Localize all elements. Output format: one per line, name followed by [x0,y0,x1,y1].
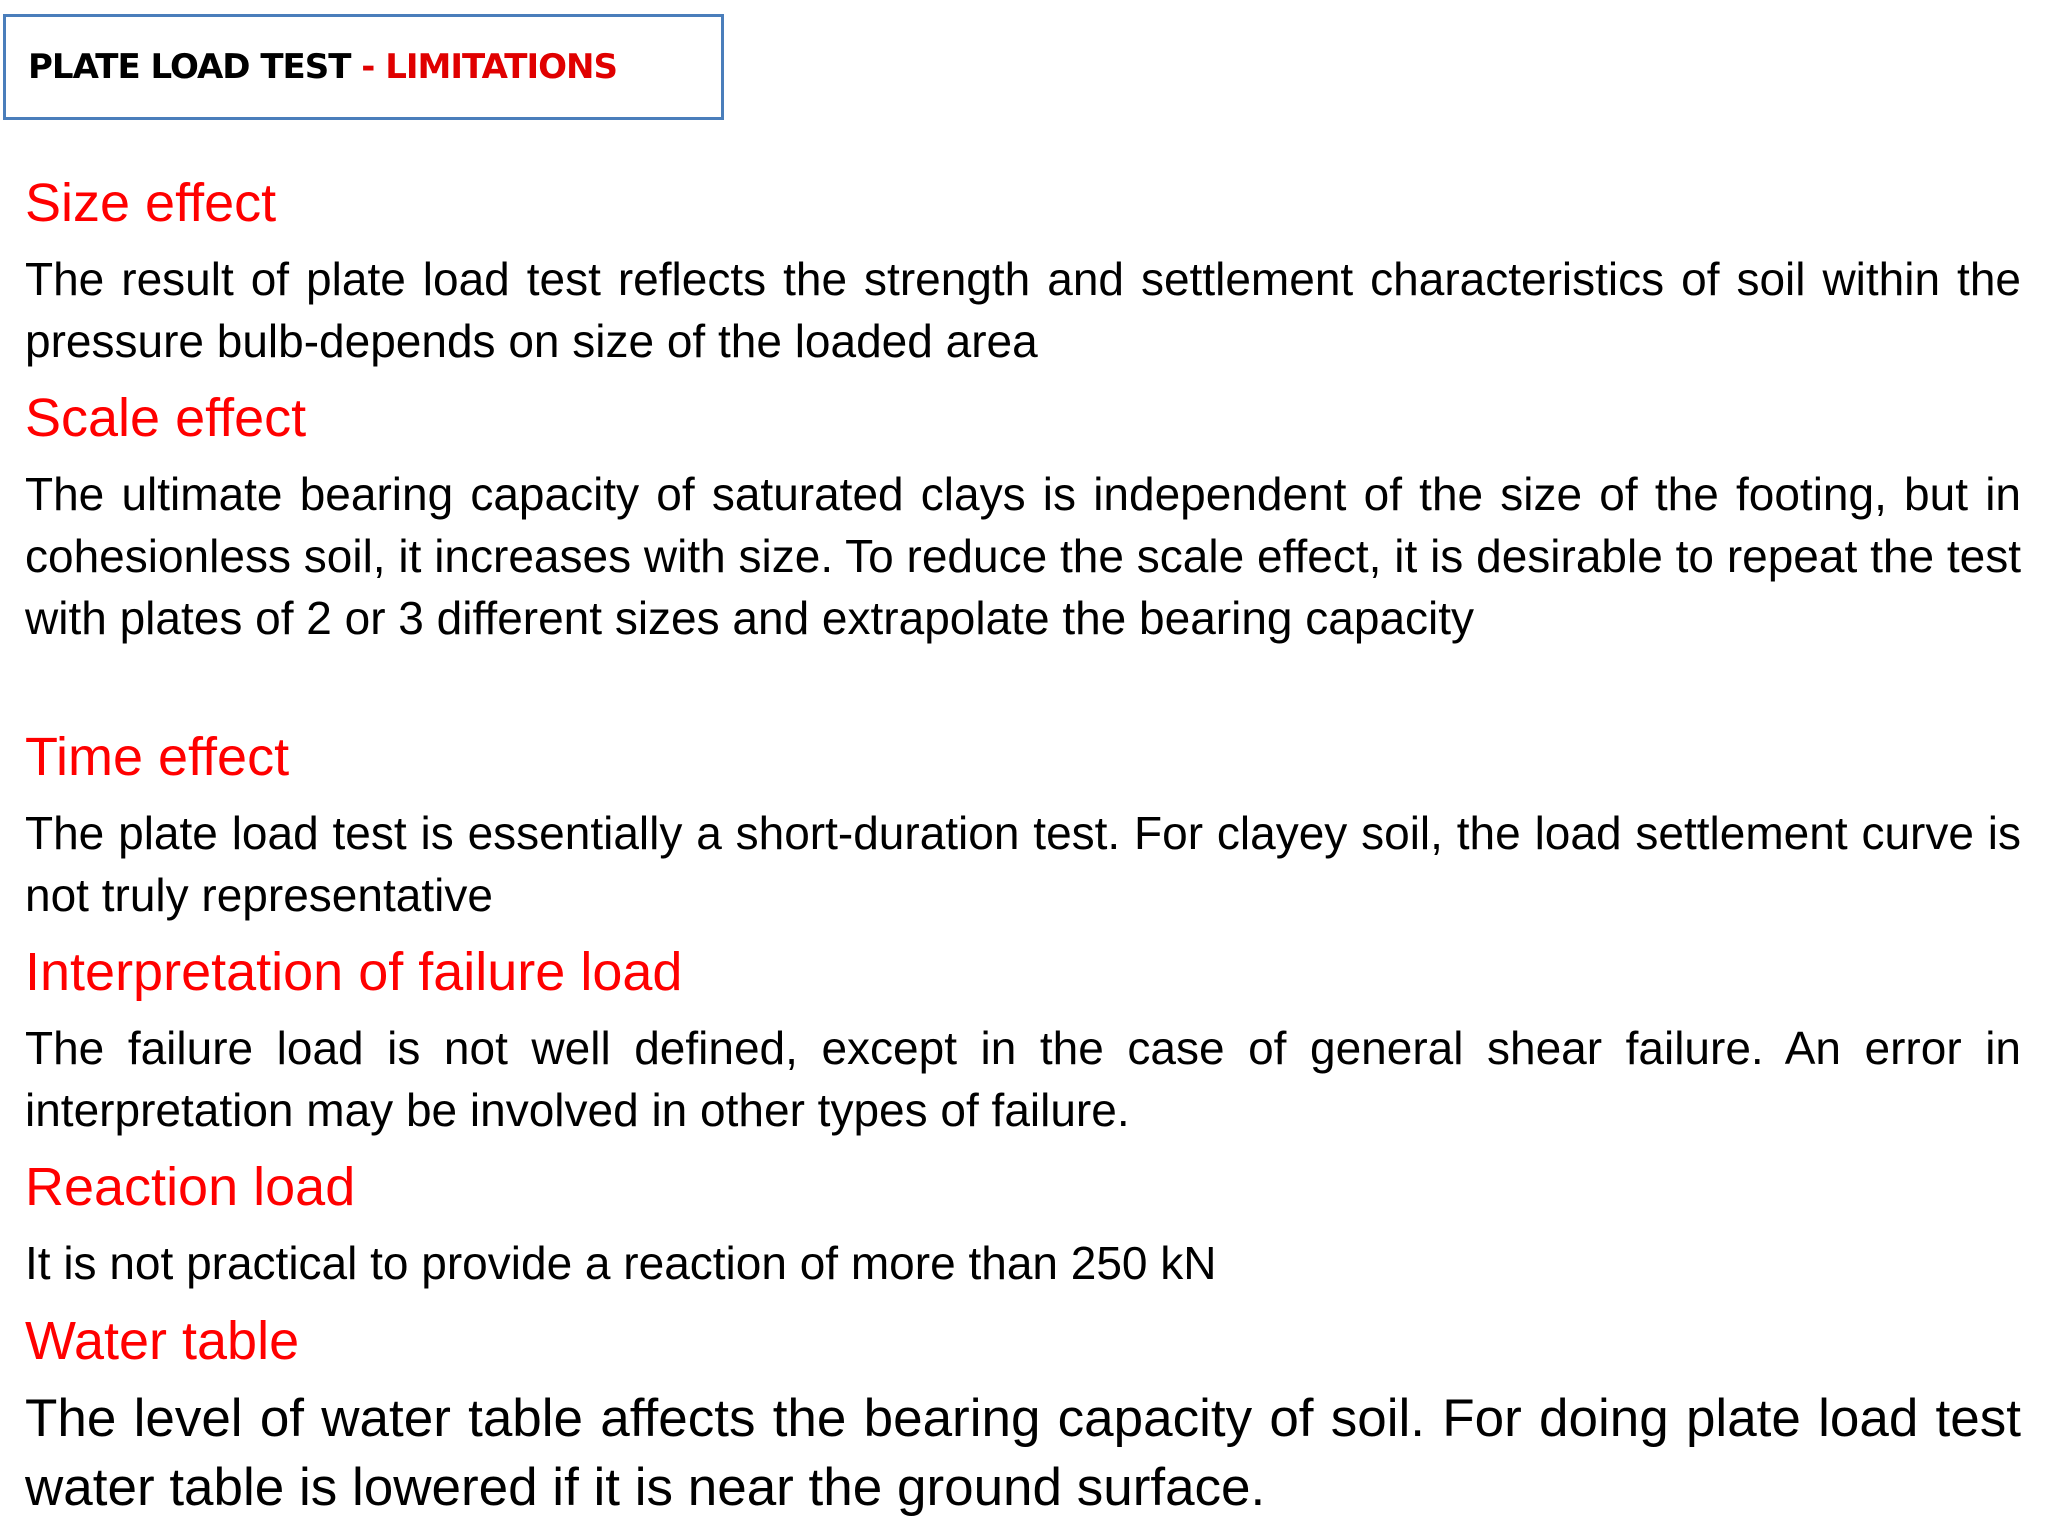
section-body-failure-load: The failure load is not well defined, except in the case of general shear failure. An error in interpretation may be involved in other types of failure. [25,1022,2021,1136]
section-heading-water-table: Water table [25,1311,300,1371]
section-heading-reaction-load: Reaction load [25,1157,356,1217]
section-heading-scale-effect: Scale effect [25,388,307,448]
section-body-water-table: The level of water table affects the bearing capacity of soil. For doing plate load test water table is lowered if it is near the ground surface. [25,1389,2021,1517]
slide-title-main: PLATE LOAD TEST [28,47,351,87]
section-body-size-effect: The result of plate load test reflects the strength and settlement characteristics of soil within the pressure bulb-depends on size of the loaded area [25,253,2021,367]
slide-title-accent: - LIMITATIONS [361,47,617,87]
section-heading-size-effect: Size effect [25,173,277,233]
section-body-time-effect: The plate load test is essentially a short-duration test. For clayey soil, the load settlement curve is not truly representative [25,807,2021,921]
slide-title [28,47,617,87]
slide-title-box [3,14,724,120]
section-body-scale-effect: The ultimate bearing capacity of saturated clays is independent of the size of the footing, but in cohesionless soil, it increases with size. To reduce the scale effect, it is desirable to repeat the test with plates of 2 or 3 different sizes and extrapolate the bearing capacity [25,468,2021,644]
section-heading-failure-load: Interpretation of failure load [25,942,683,1002]
section-heading-time-effect: Time effect [25,727,290,787]
section-body-reaction-load: It is not practical to provide a reaction of more than 250 kN [25,1237,1217,1289]
